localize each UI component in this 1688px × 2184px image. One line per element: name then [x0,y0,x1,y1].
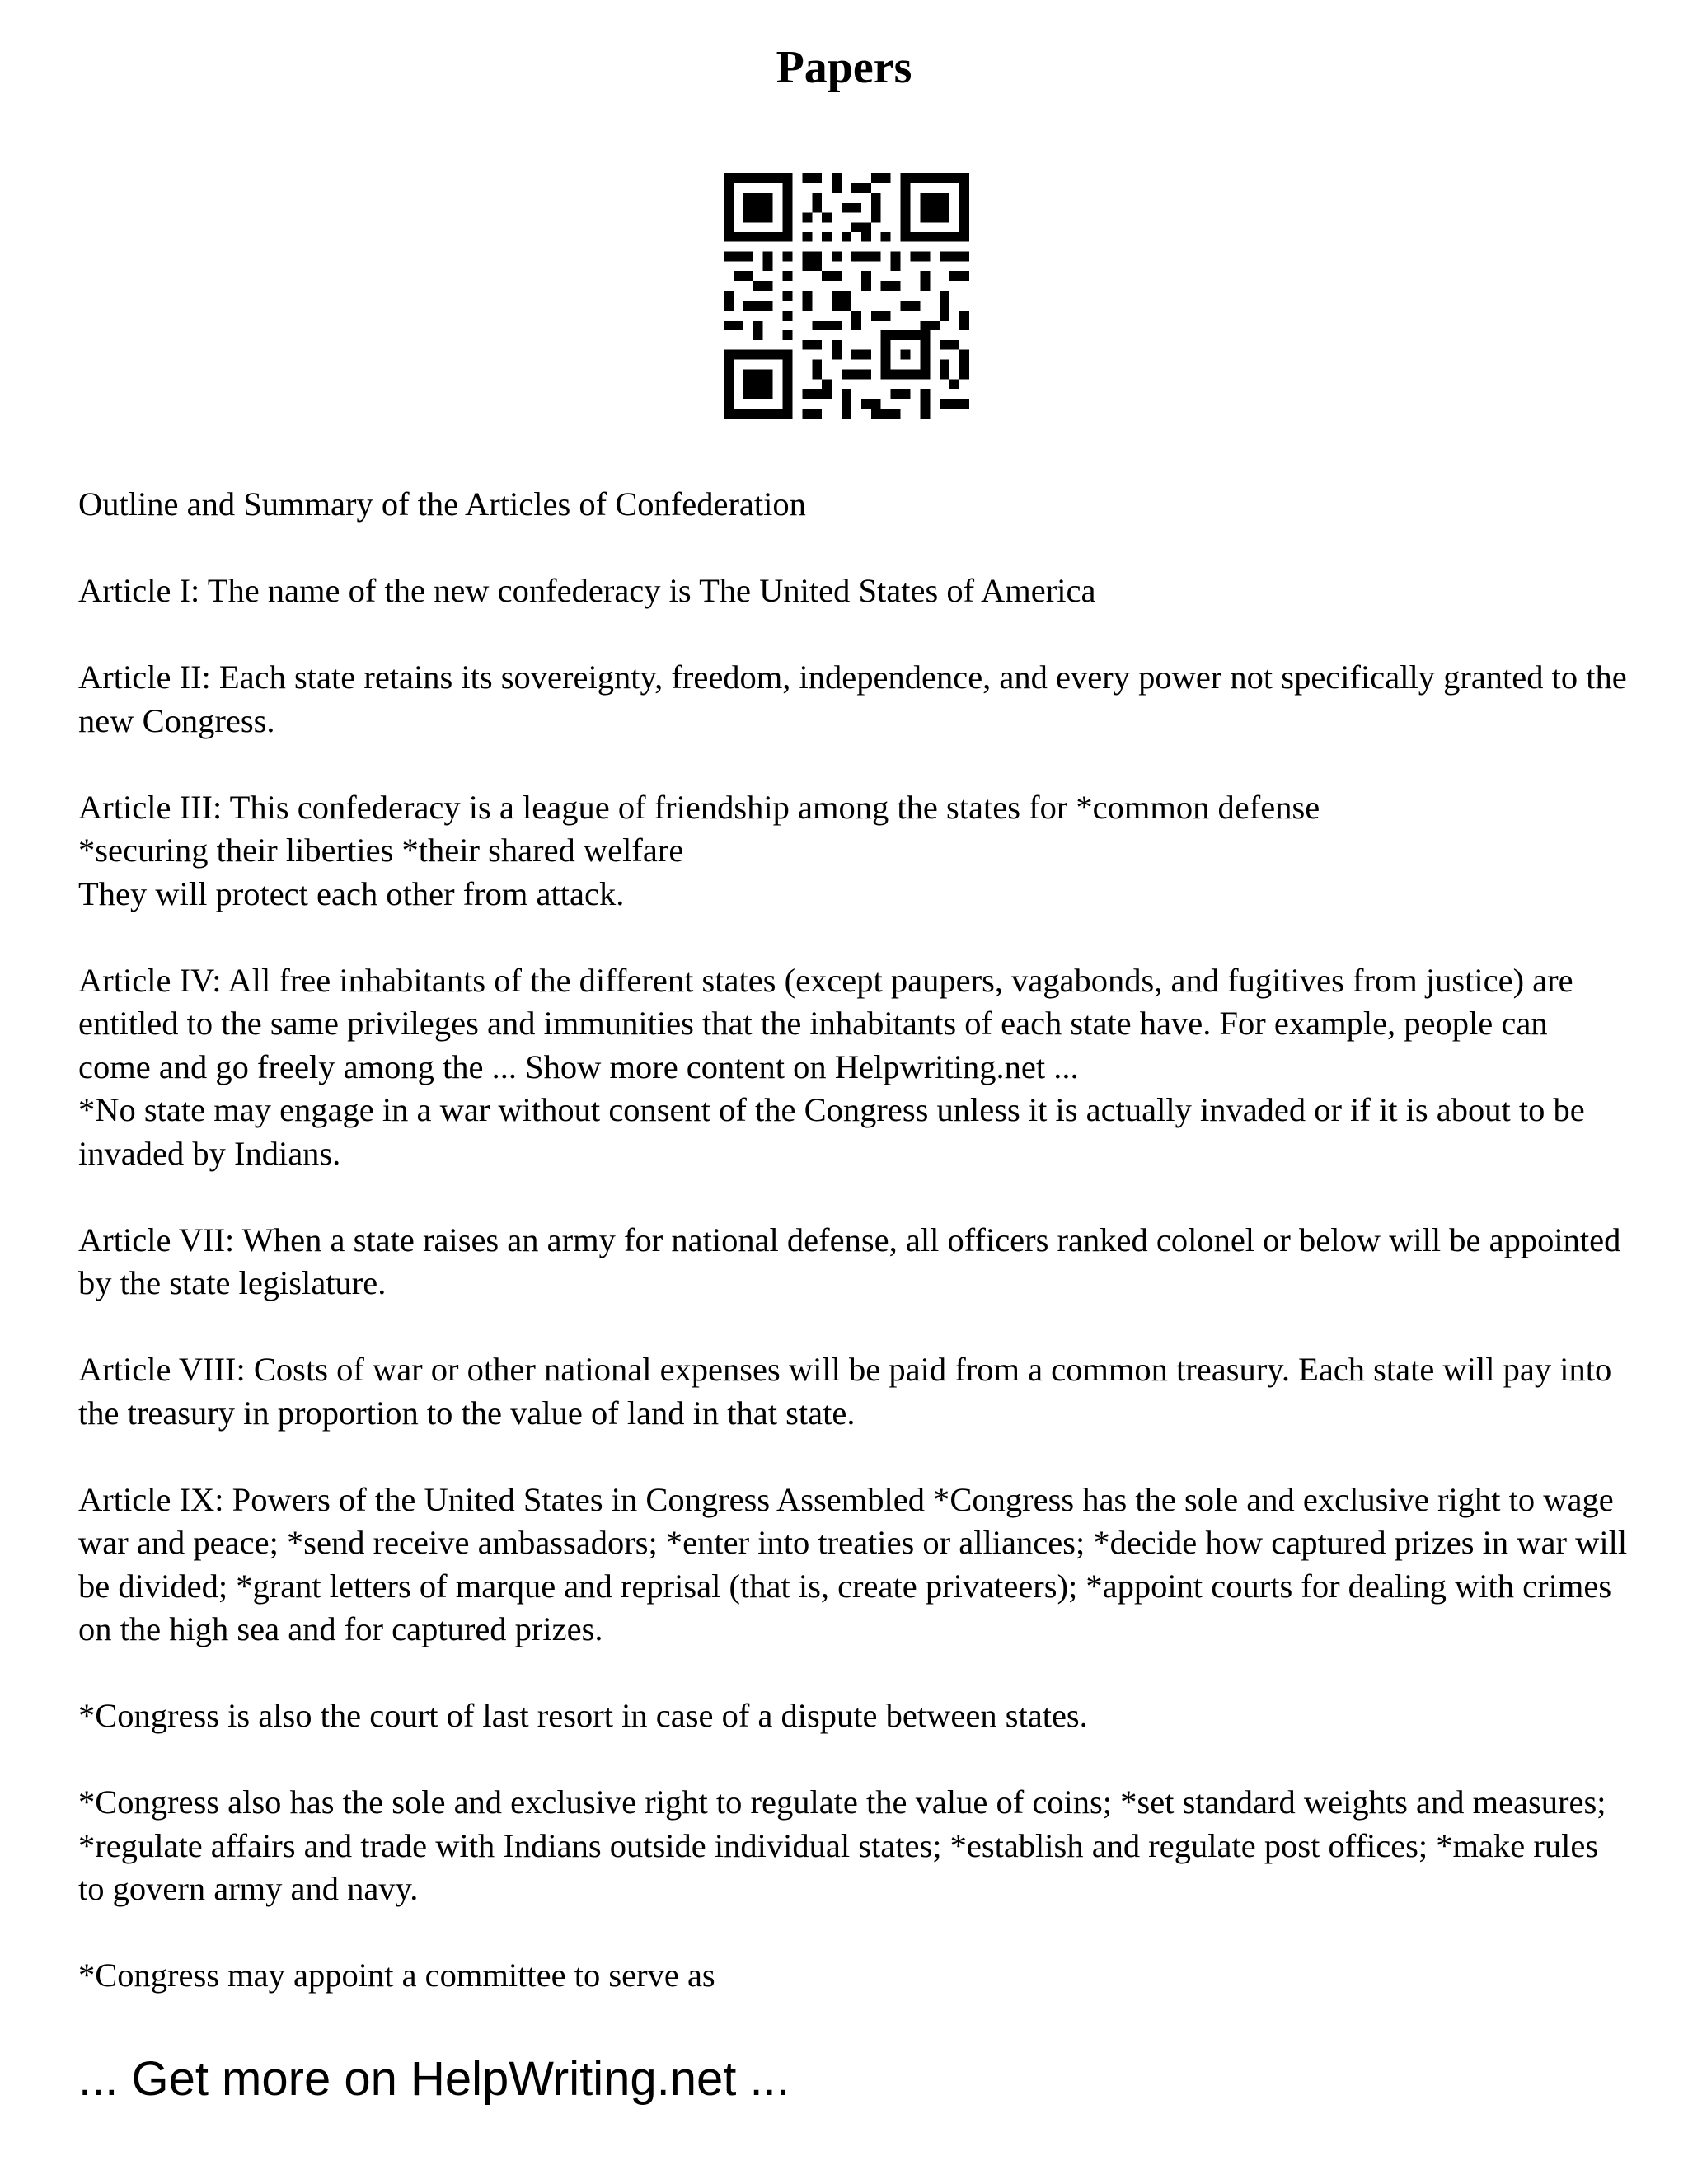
article-7: Article VII: When a state raises an army for national defense, all officers ranked colonel or below will be appointed by the state legislature. [78,1221,1621,1301]
article-2: Article II: Each state retains its sovereignty, freedom, independence, and every power not specifically granted to the new Congress. [78,658,1627,739]
article-1: Article I: The name of the new confederacy is The United States of America [78,572,1096,609]
qr-code-icon [724,173,969,419]
article-8: Article VIII: Costs of war or other national expenses will be paid from a common treasury. Each state will pay into the treasury in proportion to the value of land in that state. [78,1351,1612,1432]
more-content-link[interactable]: ... Get more on HelpWriting.net ... [78,2052,790,2106]
congress-committee-paragraph: *Congress may appoint a committee to serve as [78,1957,715,1994]
article-4: Article IV: All free inhabitants of the different states (except paupers, vagabonds, and fugitives from justice) are entitled to the same privileges and immunities that the inhabitants of each state have. For example, people can come and go freely among the ... Show more content on Helpwriting.net ... *No state may engage in a war without consent of the Congress unless it is actually invaded or if it is about to be invaded by Indians. [78,961,1585,1172]
congress-powers-paragraph: *Congress also has the sole and exclusive right to regulate the value of coins; *set standard weights and measures; *regulate affairs and trade with Indians outside individual states; *establish and regulate post offices; *make rules to govern army and navy. [78,1783,1606,1907]
intro-heading: Outline and Summary of the Articles of Confederation [78,485,806,523]
article-body [78,483,1628,2041]
congress-court-paragraph: *Congress is also the court of last resort in case of a dispute between states. [78,1697,1088,1734]
page-title: Papers [776,42,912,93]
article-9: Article IX: Powers of the United States in Congress Assembled *Congress has the sole and exclusive right to wage war and peace; *send receive ambassadors; *enter into treaties or alliances; *decide how captured prizes in war will be divided; *grant letters of marque and reprisal (that is, create privateers); *appoint courts for dealing with crimes on the high sea and for captured prizes. [78,1480,1628,1647]
article-3: Article III: This confederacy is a league of friendship among the states for *common defense *securing their liberties *their shared welfare They will protect each other from attack. [78,788,1320,912]
